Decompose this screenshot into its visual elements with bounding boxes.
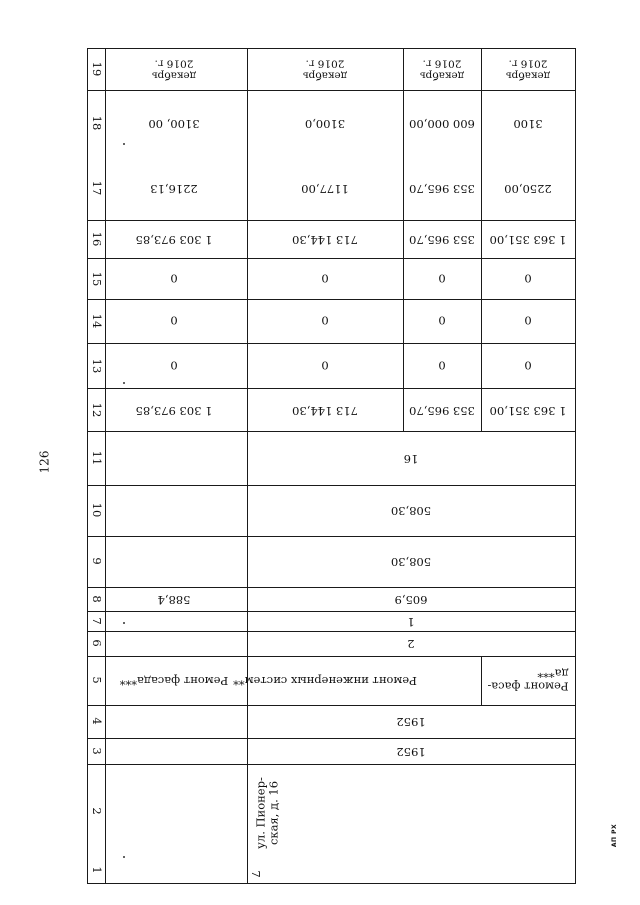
scan-speck — [123, 622, 125, 624]
cost-cell: 3100, 00 — [148, 116, 200, 131]
cost-cell: 1 303 973,85 — [135, 232, 213, 247]
zero-cell: 0 — [321, 271, 329, 286]
archive-stamp: АП РХ — [611, 823, 619, 848]
living-area-cell: 508,30 — [390, 503, 432, 518]
zero-cell: 0 — [524, 358, 532, 373]
col-number-13: 13 — [89, 358, 104, 374]
zero-cell: 0 — [170, 358, 178, 373]
col-number-2: 2 — [89, 807, 104, 815]
total-cell: 1 303 973,85 — [135, 403, 213, 418]
cost-cell: 3100 — [513, 116, 543, 131]
date-cell: декабрь 2016 г. — [419, 58, 465, 82]
work-type-cell: Ремонт инженерных систем** — [233, 673, 417, 688]
col-number-1: 1 — [89, 866, 104, 874]
cost-cell: 353 965,70 — [409, 181, 475, 196]
col-number-16: 16 — [89, 231, 104, 247]
zero-cell: 0 — [524, 313, 532, 328]
zero-cell: 0 — [438, 313, 446, 328]
col-number-9: 9 — [89, 557, 104, 565]
col-number-4: 4 — [89, 717, 104, 725]
date-cell: декабрь 2016 г. — [505, 58, 551, 82]
floors-cell: 2 — [407, 636, 415, 651]
col-number-19: 19 — [89, 61, 104, 77]
entrances-cell: 1 — [407, 614, 415, 629]
col-number-14: 14 — [89, 313, 104, 329]
zero-cell: 0 — [170, 271, 178, 286]
cost-cell: 353 965,70 — [409, 232, 475, 247]
col-number-10: 10 — [89, 502, 104, 518]
date-cell: декабрь 2016 г. — [151, 58, 197, 82]
zero-cell: 0 — [321, 313, 329, 328]
zero-cell: 0 — [438, 358, 446, 373]
zero-cell: 0 — [321, 358, 329, 373]
year-commissioned-cell: 1952 — [396, 714, 426, 729]
total-area-cell: 605,9 — [394, 592, 428, 607]
page-number: 126 — [37, 450, 52, 474]
zero-cell: 0 — [438, 271, 446, 286]
scan-speck — [123, 143, 125, 145]
cost-cell: 3100,0 — [304, 116, 346, 131]
year-built-cell: 1952 — [396, 744, 426, 759]
col-number-15: 15 — [89, 271, 104, 287]
rotated-table — [87, 48, 576, 884]
residents-cell: 16 — [403, 451, 419, 466]
residential-area-cell: 508,30 — [390, 554, 432, 569]
cost-cell: 2250,00 — [504, 181, 552, 196]
work-type-cell: Ремонт фасада*** — [119, 673, 229, 688]
col-number-8: 8 — [89, 595, 104, 603]
col-number-17: 17 — [89, 180, 104, 196]
scan-speck — [123, 856, 125, 858]
col-number-6: 6 — [89, 639, 104, 647]
zero-cell: 0 — [524, 271, 532, 286]
cost-cell: 600 000,00 — [409, 116, 475, 131]
work-type-cell: Ремонт фаса- да*** — [487, 667, 569, 694]
col-number-11: 11 — [89, 450, 104, 466]
date-cell: декабрь 2016 г. — [302, 58, 348, 82]
address-cell: ул. Пионер- ская, д. 16 — [253, 777, 280, 849]
total-area-cell: 588,4 — [157, 592, 191, 607]
col-number-7: 7 — [89, 617, 104, 625]
cost-cell: 713 144,30 — [292, 232, 358, 247]
cost-cell: 1 363 351,00 — [489, 232, 567, 247]
total-cell: 713 144,30 — [292, 403, 358, 418]
cost-cell: 1177,00 — [301, 181, 349, 196]
scan-speck — [123, 382, 125, 384]
total-cell: 1 363 351,00 — [489, 403, 567, 418]
zero-cell: 0 — [170, 313, 178, 328]
col-number-3: 3 — [89, 747, 104, 755]
col-number-5: 5 — [89, 676, 104, 684]
row-number-cell: 7 — [248, 870, 263, 878]
cost-cell: 2216,13 — [150, 181, 198, 196]
col-number-12: 12 — [89, 402, 104, 418]
col-number-18: 18 — [89, 115, 104, 131]
total-cell: 353 965,70 — [409, 403, 475, 418]
